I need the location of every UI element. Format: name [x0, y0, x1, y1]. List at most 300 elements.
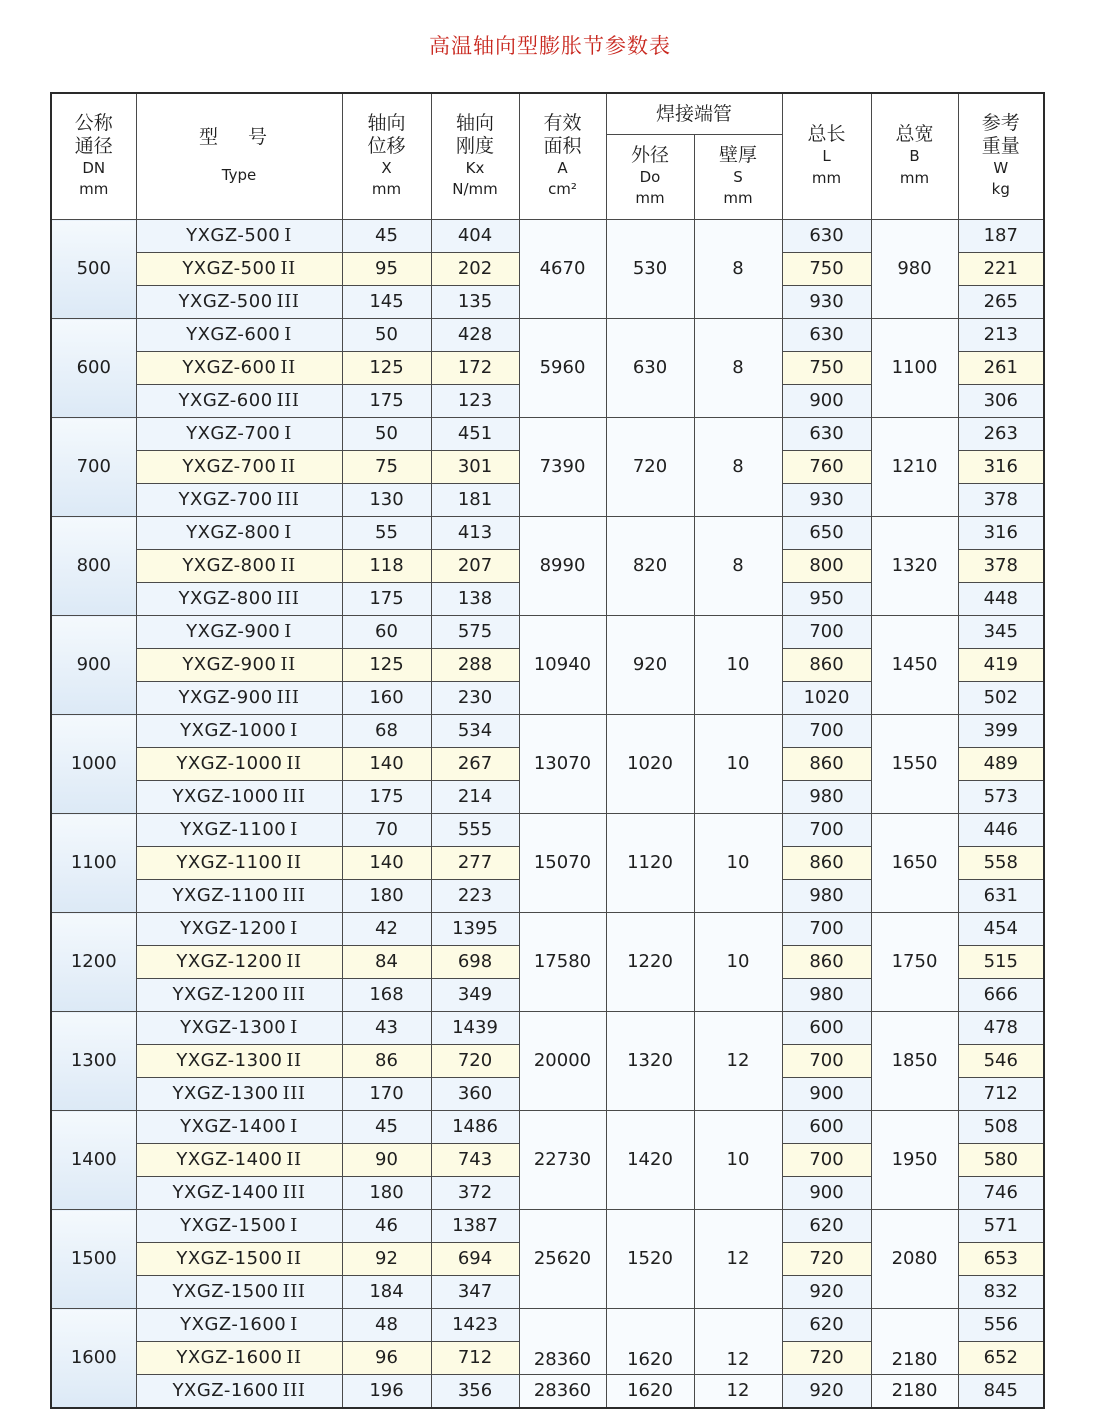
displacement-cell: 125	[342, 352, 431, 385]
header-wall-thickness: 壁厚 S mm	[694, 135, 782, 220]
type-code: YXGZ-1600	[176, 1346, 283, 1368]
dn-cell: 600	[51, 319, 136, 418]
type-grade: III	[282, 884, 306, 906]
area-cell: 28360	[519, 1375, 606, 1409]
width-cell: 1450	[871, 616, 958, 715]
type-cell	[136, 1243, 342, 1276]
type-grade: II	[286, 1346, 302, 1368]
stiffness-cell: 428	[431, 319, 519, 352]
type-code: YXGZ-1200	[172, 983, 279, 1005]
type-cell	[136, 880, 342, 913]
area-cell: 7390	[519, 418, 606, 517]
type-grade: I	[284, 224, 292, 246]
type-cell	[136, 847, 342, 880]
type-code: YXGZ-500	[182, 257, 277, 279]
type-code: YXGZ-1400	[172, 1181, 279, 1203]
type-cell	[136, 253, 342, 286]
area-cell: 17580	[519, 913, 606, 1012]
area-cell: 4670	[519, 220, 606, 319]
type-cell	[136, 1045, 342, 1078]
type-cell	[136, 1111, 342, 1144]
weight-cell: 446	[958, 814, 1044, 847]
type-cell	[136, 1276, 342, 1309]
type-cell	[136, 715, 342, 748]
type-code: YXGZ-600	[178, 389, 273, 411]
displacement-cell: 50	[342, 319, 431, 352]
weight-cell: 221	[958, 253, 1044, 286]
stiffness-cell: 1395	[431, 913, 519, 946]
table-row	[51, 319, 1044, 352]
type-code: YXGZ-1100	[176, 851, 283, 873]
type-cell	[136, 682, 342, 715]
weight-cell: 558	[958, 847, 1044, 880]
stiffness-cell: 451	[431, 418, 519, 451]
table-row	[51, 1210, 1044, 1243]
length-cell: 750	[782, 253, 871, 286]
length-cell: 900	[782, 385, 871, 418]
displacement-cell: 180	[342, 880, 431, 913]
displacement-cell: 45	[342, 220, 431, 253]
weight-cell: 653	[958, 1243, 1044, 1276]
stiffness-cell: 202	[431, 253, 519, 286]
weight-cell: 454	[958, 913, 1044, 946]
type-grade: I	[284, 323, 292, 345]
wall-thickness-cell: 10	[694, 715, 782, 814]
stiffness-cell: 214	[431, 781, 519, 814]
stiffness-cell: 575	[431, 616, 519, 649]
type-cell	[136, 1177, 342, 1210]
weight-cell: 448	[958, 583, 1044, 616]
weight-cell: 306	[958, 385, 1044, 418]
type-code: YXGZ-800	[186, 521, 281, 543]
header-weight: 参考 重量 W kg	[958, 93, 1044, 220]
type-code: YXGZ-700	[178, 488, 273, 510]
type-grade: III	[282, 785, 306, 807]
type-code: YXGZ-1300	[180, 1016, 287, 1038]
length-cell: 650	[782, 517, 871, 550]
width-cell: 1750	[871, 913, 958, 1012]
type-grade: II	[280, 356, 296, 378]
weight-cell: 508	[958, 1111, 1044, 1144]
outer-diameter-cell: 720	[606, 418, 694, 517]
stiffness-cell: 138	[431, 583, 519, 616]
weight-cell: 712	[958, 1078, 1044, 1111]
stiffness-cell: 349	[431, 979, 519, 1012]
type-code: YXGZ-500	[178, 290, 273, 312]
displacement-cell: 95	[342, 253, 431, 286]
length-cell: 980	[782, 979, 871, 1012]
wall-thickness-cell: 12	[694, 1375, 782, 1409]
displacement-cell: 125	[342, 649, 431, 682]
type-code: YXGZ-1500	[172, 1280, 279, 1302]
stiffness-cell: 267	[431, 748, 519, 781]
area-cell: 10940	[519, 616, 606, 715]
dn-cell: 1200	[51, 913, 136, 1012]
type-code: YXGZ-1000	[176, 752, 283, 774]
displacement-cell: 48	[342, 1309, 431, 1342]
displacement-cell: 84	[342, 946, 431, 979]
displacement-cell: 170	[342, 1078, 431, 1111]
length-cell: 630	[782, 418, 871, 451]
displacement-cell: 68	[342, 715, 431, 748]
displacement-cell: 86	[342, 1045, 431, 1078]
type-code: YXGZ-1200	[180, 917, 287, 939]
type-code: YXGZ-700	[182, 455, 277, 477]
weight-cell: 515	[958, 946, 1044, 979]
dn-cell: 500	[51, 220, 136, 319]
length-cell: 620	[782, 1210, 871, 1243]
type-code: YXGZ-1600	[180, 1313, 287, 1335]
displacement-cell: 118	[342, 550, 431, 583]
stiffness-cell: 413	[431, 517, 519, 550]
type-grade: I	[290, 719, 298, 741]
stiffness-cell: 301	[431, 451, 519, 484]
type-code: YXGZ-1600	[172, 1379, 279, 1401]
dn-cell: 1000	[51, 715, 136, 814]
type-cell	[136, 946, 342, 979]
displacement-cell: 92	[342, 1243, 431, 1276]
weight-cell: 345	[958, 616, 1044, 649]
type-grade: I	[284, 620, 292, 642]
displacement-cell: 140	[342, 748, 431, 781]
weight-cell: 489	[958, 748, 1044, 781]
displacement-cell: 175	[342, 583, 431, 616]
stiffness-cell: 277	[431, 847, 519, 880]
width-cell: 1950	[871, 1111, 958, 1210]
type-code: YXGZ-700	[186, 422, 281, 444]
stiffness-cell: 1423	[431, 1309, 519, 1342]
type-cell	[136, 781, 342, 814]
weight-cell: 263	[958, 418, 1044, 451]
type-grade: I	[290, 917, 298, 939]
header-dn: 公称 通径 DN mm	[51, 93, 136, 220]
stiffness-cell: 360	[431, 1078, 519, 1111]
length-cell: 930	[782, 286, 871, 319]
type-cell	[136, 1210, 342, 1243]
length-cell: 860	[782, 748, 871, 781]
width-cell: 2180	[871, 1375, 958, 1409]
weight-cell: 845	[958, 1375, 1044, 1409]
type-cell	[136, 979, 342, 1012]
area-cell: 13070	[519, 715, 606, 814]
weight-cell: 573	[958, 781, 1044, 814]
displacement-cell: 175	[342, 385, 431, 418]
wall-thickness-cell: 12	[694, 1210, 782, 1309]
outer-diameter-cell: 1220	[606, 913, 694, 1012]
type-cell	[136, 352, 342, 385]
type-grade: III	[276, 587, 300, 609]
type-cell	[136, 616, 342, 649]
type-grade: II	[286, 1247, 302, 1269]
type-grade: I	[290, 1214, 298, 1236]
wall-thickness-cell: 12	[694, 1012, 782, 1111]
outer-diameter-cell: 820	[606, 517, 694, 616]
type-grade: III	[276, 686, 300, 708]
displacement-cell: 96	[342, 1342, 431, 1375]
displacement-cell: 43	[342, 1012, 431, 1045]
weight-cell: 832	[958, 1276, 1044, 1309]
type-grade: III	[282, 1082, 306, 1104]
displacement-cell: 160	[342, 682, 431, 715]
table-row	[51, 1012, 1044, 1045]
displacement-cell: 90	[342, 1144, 431, 1177]
table-row	[51, 715, 1044, 748]
weight-cell: 580	[958, 1144, 1044, 1177]
area-cell: 25620	[519, 1210, 606, 1309]
width-cell: 1210	[871, 418, 958, 517]
weight-cell: 631	[958, 880, 1044, 913]
length-cell: 700	[782, 616, 871, 649]
weight-cell: 187	[958, 220, 1044, 253]
type-code: YXGZ-500	[186, 224, 281, 246]
table-body	[51, 220, 1044, 1409]
dn-cell: 1300	[51, 1012, 136, 1111]
table-row	[51, 418, 1044, 451]
type-cell	[136, 286, 342, 319]
stiffness-cell: 1439	[431, 1012, 519, 1045]
displacement-cell: 180	[342, 1177, 431, 1210]
type-code: YXGZ-1100	[180, 818, 287, 840]
length-cell: 980	[782, 880, 871, 913]
stiffness-cell: 534	[431, 715, 519, 748]
type-cell	[136, 649, 342, 682]
length-cell: 700	[782, 913, 871, 946]
displacement-cell: 55	[342, 517, 431, 550]
length-cell: 630	[782, 319, 871, 352]
type-code: YXGZ-1200	[176, 950, 283, 972]
displacement-cell: 45	[342, 1111, 431, 1144]
weight-cell: 556	[958, 1309, 1044, 1342]
length-cell: 700	[782, 1045, 871, 1078]
type-grade: II	[280, 455, 296, 477]
outer-diameter-cell: 530	[606, 220, 694, 319]
type-grade: III	[282, 983, 306, 1005]
stiffness-cell: 223	[431, 880, 519, 913]
type-grade: III	[276, 389, 300, 411]
width-cell: 1550	[871, 715, 958, 814]
stiffness-cell: 230	[431, 682, 519, 715]
header-welded-pipe: 焊接端管	[606, 93, 782, 135]
type-grade: II	[286, 950, 302, 972]
wall-thickness-cell: 10	[694, 913, 782, 1012]
width-cell: 2180	[871, 1309, 958, 1375]
weight-cell: 502	[958, 682, 1044, 715]
dn-cell: 1400	[51, 1111, 136, 1210]
type-grade: III	[276, 290, 300, 312]
weight-cell: 261	[958, 352, 1044, 385]
page-title: 高温轴向型膨胀节参数表	[429, 34, 671, 58]
dn-cell: 900	[51, 616, 136, 715]
width-cell: 1320	[871, 517, 958, 616]
length-cell: 900	[782, 1177, 871, 1210]
table-row	[51, 1375, 1044, 1409]
length-cell: 800	[782, 550, 871, 583]
displacement-cell: 140	[342, 847, 431, 880]
outer-diameter-cell: 1320	[606, 1012, 694, 1111]
type-code: YXGZ-1300	[176, 1049, 283, 1071]
type-cell	[136, 1309, 342, 1342]
length-cell: 920	[782, 1375, 871, 1409]
type-cell	[136, 913, 342, 946]
displacement-cell: 50	[342, 418, 431, 451]
wall-thickness-cell: 8	[694, 418, 782, 517]
stiffness-cell: 347	[431, 1276, 519, 1309]
stiffness-cell: 356	[431, 1375, 519, 1409]
header-total-length: 总长 L mm	[782, 93, 871, 220]
stiffness-cell: 181	[431, 484, 519, 517]
weight-cell: 213	[958, 319, 1044, 352]
header-axial-stiffness: 轴向 刚度 Kx N/mm	[431, 93, 519, 220]
type-cell	[136, 1342, 342, 1375]
displacement-cell: 130	[342, 484, 431, 517]
type-grade: I	[284, 422, 292, 444]
area-cell: 28360	[519, 1309, 606, 1375]
wall-thickness-cell: 8	[694, 220, 782, 319]
length-cell: 920	[782, 1276, 871, 1309]
header-effective-area: 有效 面积 A cm²	[519, 93, 606, 220]
dn-cell: 1600	[51, 1309, 136, 1409]
stiffness-cell: 720	[431, 1045, 519, 1078]
type-grade: II	[286, 1148, 302, 1170]
displacement-cell: 75	[342, 451, 431, 484]
displacement-cell: 175	[342, 781, 431, 814]
type-grade: II	[280, 257, 296, 279]
type-grade: I	[290, 1115, 298, 1137]
type-code: YXGZ-1500	[176, 1247, 283, 1269]
length-cell: 1020	[782, 682, 871, 715]
stiffness-cell: 1387	[431, 1210, 519, 1243]
type-cell	[136, 517, 342, 550]
weight-cell: 399	[958, 715, 1044, 748]
stiffness-cell: 404	[431, 220, 519, 253]
outer-diameter-cell: 920	[606, 616, 694, 715]
type-grade: II	[286, 1049, 302, 1071]
type-cell	[136, 1078, 342, 1111]
stiffness-cell: 135	[431, 286, 519, 319]
table-row	[51, 913, 1044, 946]
type-code: YXGZ-1300	[172, 1082, 279, 1104]
type-code: YXGZ-1400	[176, 1148, 283, 1170]
displacement-cell: 196	[342, 1375, 431, 1409]
length-cell: 720	[782, 1342, 871, 1375]
area-cell: 15070	[519, 814, 606, 913]
length-cell: 860	[782, 847, 871, 880]
type-code: YXGZ-800	[182, 554, 277, 576]
table-row	[51, 517, 1044, 550]
type-grade: III	[276, 488, 300, 510]
width-cell: 1650	[871, 814, 958, 913]
wall-thickness-cell: 8	[694, 517, 782, 616]
length-cell: 950	[782, 583, 871, 616]
weight-cell: 546	[958, 1045, 1044, 1078]
type-code: YXGZ-1100	[172, 884, 279, 906]
displacement-cell: 46	[342, 1210, 431, 1243]
length-cell: 860	[782, 946, 871, 979]
displacement-cell: 184	[342, 1276, 431, 1309]
type-grade: I	[290, 1016, 298, 1038]
type-grade: I	[284, 521, 292, 543]
stiffness-cell: 207	[431, 550, 519, 583]
outer-diameter-cell: 1120	[606, 814, 694, 913]
type-grade: II	[280, 653, 296, 675]
width-cell: 2080	[871, 1210, 958, 1309]
type-grade: I	[290, 818, 298, 840]
type-code: YXGZ-800	[178, 587, 273, 609]
stiffness-cell: 694	[431, 1243, 519, 1276]
length-cell: 900	[782, 1078, 871, 1111]
wall-thickness-cell: 12	[694, 1309, 782, 1375]
header-axial-displacement: 轴向 位移 X mm	[342, 93, 431, 220]
weight-cell: 746	[958, 1177, 1044, 1210]
length-cell: 620	[782, 1309, 871, 1342]
width-cell: 1850	[871, 1012, 958, 1111]
outer-diameter-cell: 1020	[606, 715, 694, 814]
stiffness-cell: 743	[431, 1144, 519, 1177]
stiffness-cell: 123	[431, 385, 519, 418]
length-cell: 700	[782, 1144, 871, 1177]
type-cell	[136, 385, 342, 418]
type-code: YXGZ-1500	[180, 1214, 287, 1236]
type-cell	[136, 319, 342, 352]
type-code: YXGZ-600	[182, 356, 277, 378]
weight-cell: 571	[958, 1210, 1044, 1243]
type-code: YXGZ-1000	[172, 785, 279, 807]
displacement-cell: 42	[342, 913, 431, 946]
table-row	[51, 1111, 1044, 1144]
type-grade: III	[282, 1181, 306, 1203]
outer-diameter-cell: 1620	[606, 1375, 694, 1409]
length-cell: 600	[782, 1111, 871, 1144]
type-grade: I	[290, 1313, 298, 1335]
type-grade: II	[286, 752, 302, 774]
area-cell: 20000	[519, 1012, 606, 1111]
length-cell: 600	[782, 1012, 871, 1045]
dn-cell: 1500	[51, 1210, 136, 1309]
weight-cell: 378	[958, 484, 1044, 517]
length-cell: 760	[782, 451, 871, 484]
wall-thickness-cell: 8	[694, 319, 782, 418]
type-cell	[136, 1375, 342, 1409]
type-grade: III	[282, 1280, 306, 1302]
displacement-cell: 168	[342, 979, 431, 1012]
displacement-cell: 70	[342, 814, 431, 847]
stiffness-cell: 1486	[431, 1111, 519, 1144]
type-code: YXGZ-600	[186, 323, 281, 345]
table-row	[51, 220, 1044, 253]
type-cell	[136, 451, 342, 484]
dn-cell: 1100	[51, 814, 136, 913]
type-code: YXGZ-1000	[180, 719, 287, 741]
length-cell: 860	[782, 649, 871, 682]
outer-diameter-cell: 1620	[606, 1309, 694, 1375]
type-grade: II	[280, 554, 296, 576]
dn-cell: 800	[51, 517, 136, 616]
width-cell: 980	[871, 220, 958, 319]
type-cell	[136, 748, 342, 781]
length-cell: 630	[782, 220, 871, 253]
type-cell	[136, 1012, 342, 1045]
stiffness-cell: 555	[431, 814, 519, 847]
displacement-cell: 145	[342, 286, 431, 319]
weight-cell: 478	[958, 1012, 1044, 1045]
width-cell: 1100	[871, 319, 958, 418]
length-cell: 700	[782, 715, 871, 748]
table-row	[51, 814, 1044, 847]
type-cell	[136, 814, 342, 847]
length-cell: 980	[782, 781, 871, 814]
wall-thickness-cell: 10	[694, 616, 782, 715]
type-code: YXGZ-900	[186, 620, 281, 642]
